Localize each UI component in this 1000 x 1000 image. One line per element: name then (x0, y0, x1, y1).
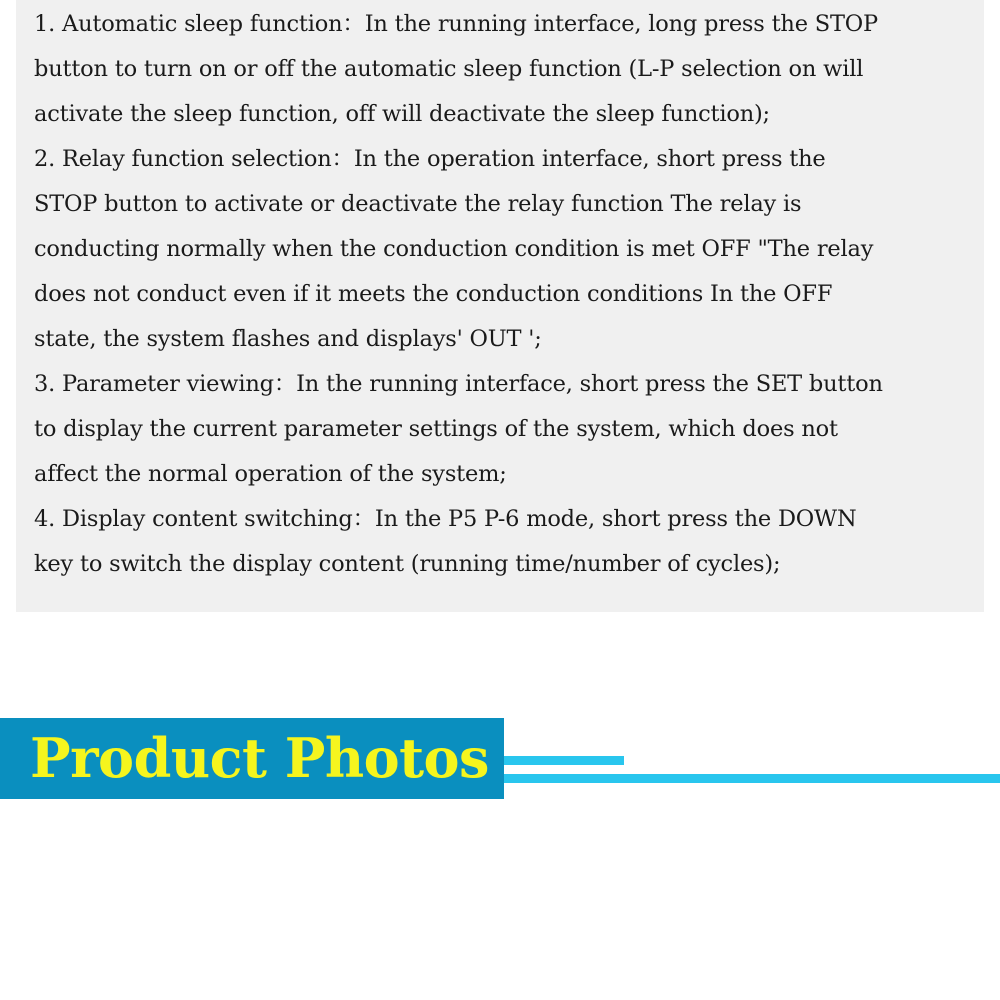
section-title: Product Photos (30, 726, 489, 790)
accent-line-short (504, 756, 624, 765)
instruction-item-parameter-viewing: 3. Parameter viewing：In the running interface, short press the SET button to display the current parameter settings of the system, which does not affect the normal operation of the system; (34, 371, 883, 487)
instruction-item-relay-function: 2. Relay function selection：In the operation interface, short press the STOP button to activate or deactivate the relay function The relay is conducting normally when the conduction condition is met OFF "The relay does not conduct even if it meets the conduction conditions In the OFF state, the system flashes and displays' OUT '; (34, 146, 874, 352)
instructions-panel (16, 0, 984, 612)
section-banner (0, 718, 504, 799)
instruction-item-display-switching: 4. Display content switching：In the P5 P-6 mode, short press the DOWN key to switch the display content (running time/number of cycles); (34, 506, 857, 577)
accent-line-long (504, 774, 1000, 783)
instruction-item-sleep-function: 1. Automatic sleep function：In the running interface, long press the STOP button to turn on or off the automatic sleep function (L-P selection on will activate the sleep function, off will deactivate the sleep function); (34, 11, 878, 127)
